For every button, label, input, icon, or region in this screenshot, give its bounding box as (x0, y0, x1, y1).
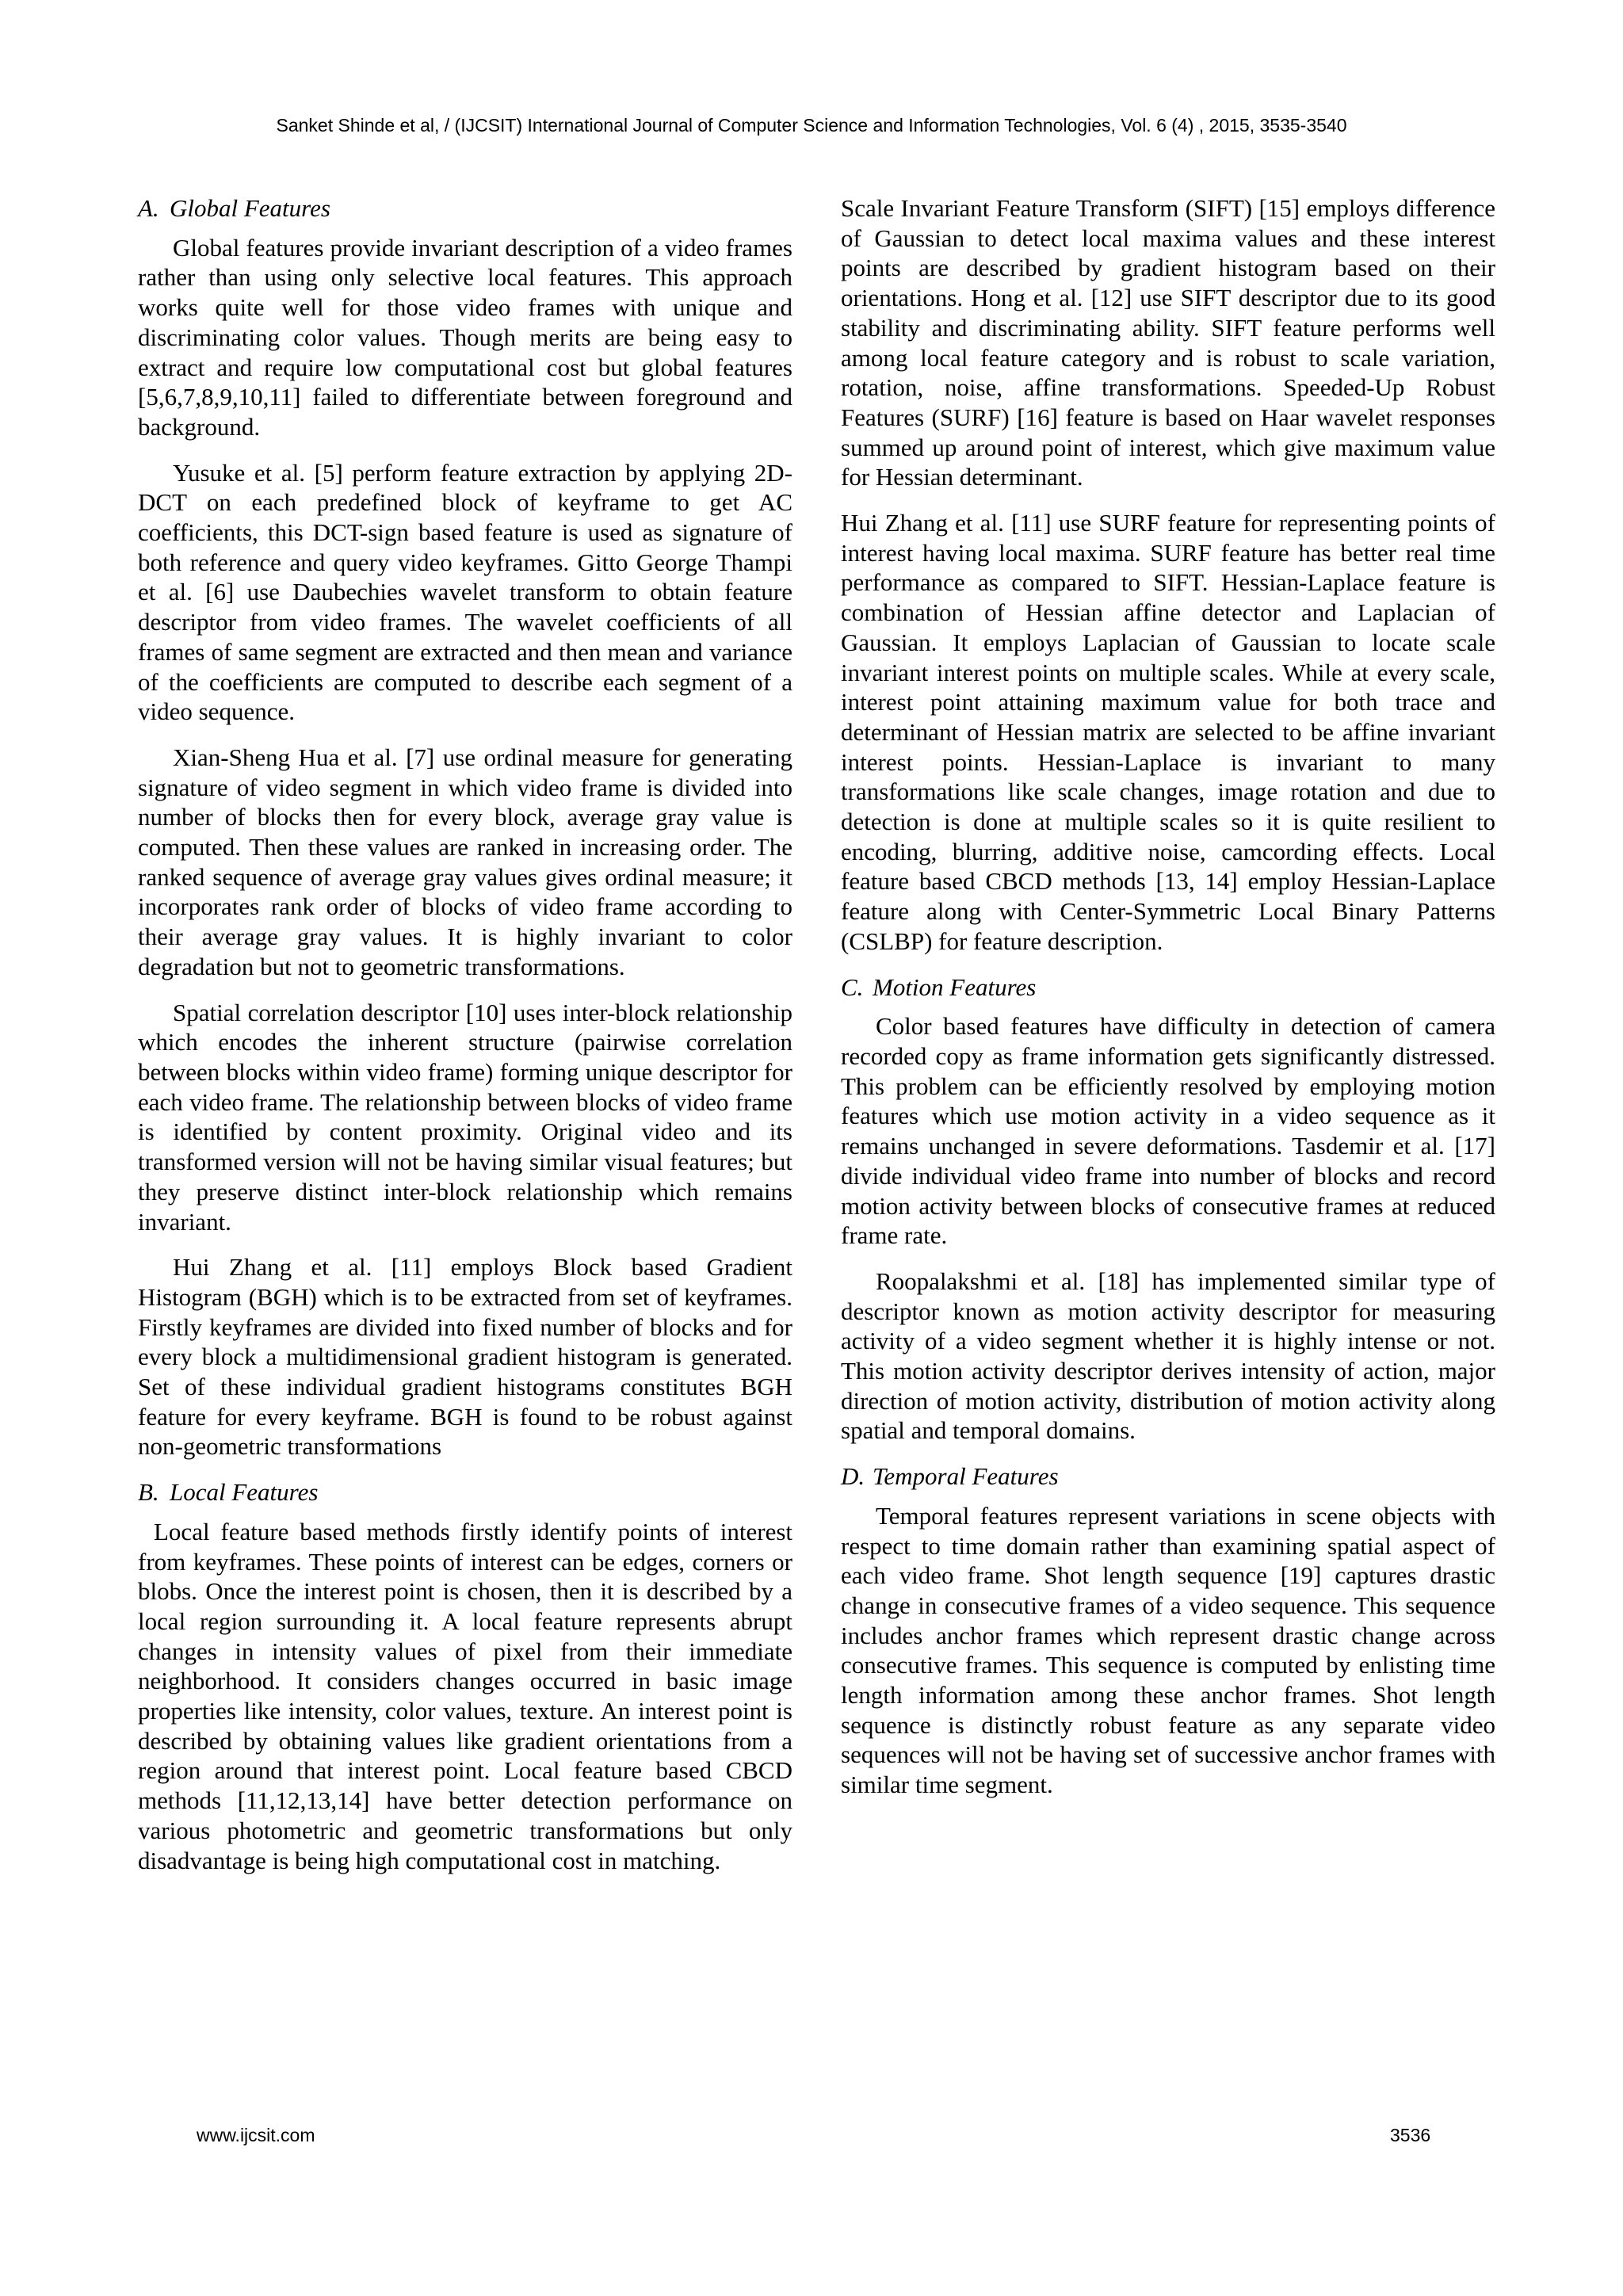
section-b-heading (138, 1477, 792, 1507)
section-b-letter: B. (138, 1478, 159, 1507)
section-d-letter: D. (841, 1462, 865, 1491)
paragraph: Spatial correlation descriptor [10] uses inter-block relationship which encodes the inherent structure (pairwise correlation between blocks within video frame) forming unique descriptor for each video frame. The relationship between blocks of video frame is identified by content proximity. Original video and its transformed version will not be having similar visual features; but they preserve distinct inter-block relationship which remains invariant. (138, 998, 792, 1236)
paragraph: Global features provide invariant description of a video frames rather than using only selective local features. This approach works quite well for those video frames with unique and discriminating color values. Though merits are being easy to extract and require low computational cost but global features [5,6,7,8,9,10,11] failed to differentiate between foreground and background. (138, 233, 792, 441)
section-c-title: Motion Features (873, 972, 1037, 1001)
section-a-letter: A. (138, 194, 159, 222)
footer-url: www.ijcsit.com (197, 2125, 315, 2145)
left-column (138, 193, 792, 1891)
section-c-heading (841, 972, 1495, 1003)
paragraph: Roopalakshmi et al. [18] has implemented similar type of descriptor known as motion activity descriptor for measuring activity of a video segment whether it is highly intense or not. This motion activity descriptor derives intensity of action, major direction of motion activity, distribution of motion activity along spatial and temporal domains. (841, 1266, 1495, 1445)
paragraph: Hui Zhang et al. [11] employs Block based Gradient Histogram (BGH) which is to be extracted from set of keyframes. Firstly keyframes are divided into fixed number of blocks and for every block a multidimensional gradient histogram is generated. Set of these individual gradient histograms constitutes BGH feature for every keyframe. BGH is found to be robust against non-geometric transformations (138, 1253, 792, 1461)
section-d-heading (841, 1461, 1495, 1492)
paragraph: Xian-Sheng Hua et al. [7] use ordinal measure for generating signature of video segment in which video frame is divided into number of blocks then for every block, average gray value is computed. Then these values are ranked in increasing order. The ranked sequence of average gray values gives ordinal measure; it incorporates rank order of blocks of video frame according to their average gray values. It is highly invariant to color degradation but not to geometric transformations. (138, 743, 792, 980)
section-d-title: Temporal Features (873, 1462, 1059, 1491)
paragraph: Temporal features represent variations in scene objects with respect to time domain rather than examining spatial aspect of each video frame. Shot length sequence [19] captures drastic change in consecutive frames of a video sequence. This sequence includes anchor frames which represent drastic change across consecutive frames. This sequence is computed by enlisting time length information among these anchor frames. Shot length sequence is distinctly robust feature as any separate video sequences will not be having set of successive anchor frames with similar time segment. (841, 1501, 1495, 1799)
paragraph: Local feature based methods firstly identify points of interest from keyframes. These points of interest can be edges, corners or blobs. Once the interest point is chosen, then it is described by a local region surrounding it. A local feature represents abrupt changes in intensity values of pixel from their immediate neighborhood. It considers changes occurred in basic image properties like intensity, color values, texture. An interest point is described by obtaining values like gradient orientations from a region around that interest point. Local feature based CBCD methods [11,12,13,14] have better detection performance on various photometric and geometric transformations but only disadvantage is being high computational cost in matching. (138, 1517, 792, 1874)
section-a-title: Global Features (170, 194, 330, 222)
section-c-letter: C. (841, 972, 864, 1001)
paragraph: Color based features have difficulty in detection of camera recorded copy as frame information gets significantly distressed. This problem can be efficiently resolved by employing motion features which use motion activity in a video sequence as it remains unchanged in severe deformations. Tasdemir et al. [17] divide individual video frame into number of blocks and record motion activity between blocks of consecutive frames at reduced frame rate. (841, 1012, 1495, 1250)
paragraph: Scale Invariant Feature Transform (SIFT) [15] employs difference of Gaussian to detect local maxima values and these interest points are described by gradient histogram based on their orientations. Hong et al. [12] use SIFT descriptor due to its good stability and discriminating ability. SIFT feature performs well among local feature category and is robust to scale variation, rotation, noise, affine transformations. Speeded-Up Robust Features (SURF) [16] feature is based on Haar wavelet responses summed up around point of interest, which give maximum value for Hessian determinant. (841, 194, 1495, 491)
section-b-title: Local Features (170, 1478, 319, 1507)
footer-page-number: 3536 (1390, 2125, 1431, 2145)
paragraph: Yusuke et al. [5] perform feature extraction by applying 2D-DCT on each predefined block of keyframe to get AC coefficients, this DCT-sign based feature is used as signature of both reference and query video keyframes. Gitto George Thampi et al. [6] use Daubechies wavelet transform to obtain feature descriptor from video frames. The wavelet coefficients of all frames of same segment are extracted and then mean and variance of the coefficients are computed to describe each segment of a video sequence. (138, 458, 792, 726)
running-header: Sanket Shinde et al, / (IJCSIT) International Journal of Computer Science and Information Technologies, Vol. 6 (4) , 2015, 3535-3540 (276, 115, 1347, 136)
section-a-heading (138, 193, 792, 223)
paragraph: Hui Zhang et al. [11] use SURF feature for representing points of interest having local maxima. SURF feature has better real time performance as compared to SIFT. Hessian-Laplace feature is combination of Hessian affine detector and Laplacian of Gaussian. It employs Laplacian of Gaussian to locate scale invariant interest points on multiple scales. While at every scale, interest point attaining maximum value for both trace and determinant of Hessian matrix are selected to be affine invariant interest points. Hessian-Laplace is invariant to many transformations like scale changes, image rotation and due to detection is done at multiple scales so it is quite resilient to encoding, blurring, additive noise, camcording effects. Local feature based CBCD methods [13, 14] employ Hessian-Laplace feature along with Center-Symmetric Local Binary Patterns (CSLBP) for feature description. (841, 509, 1495, 955)
right-column (841, 193, 1495, 1816)
